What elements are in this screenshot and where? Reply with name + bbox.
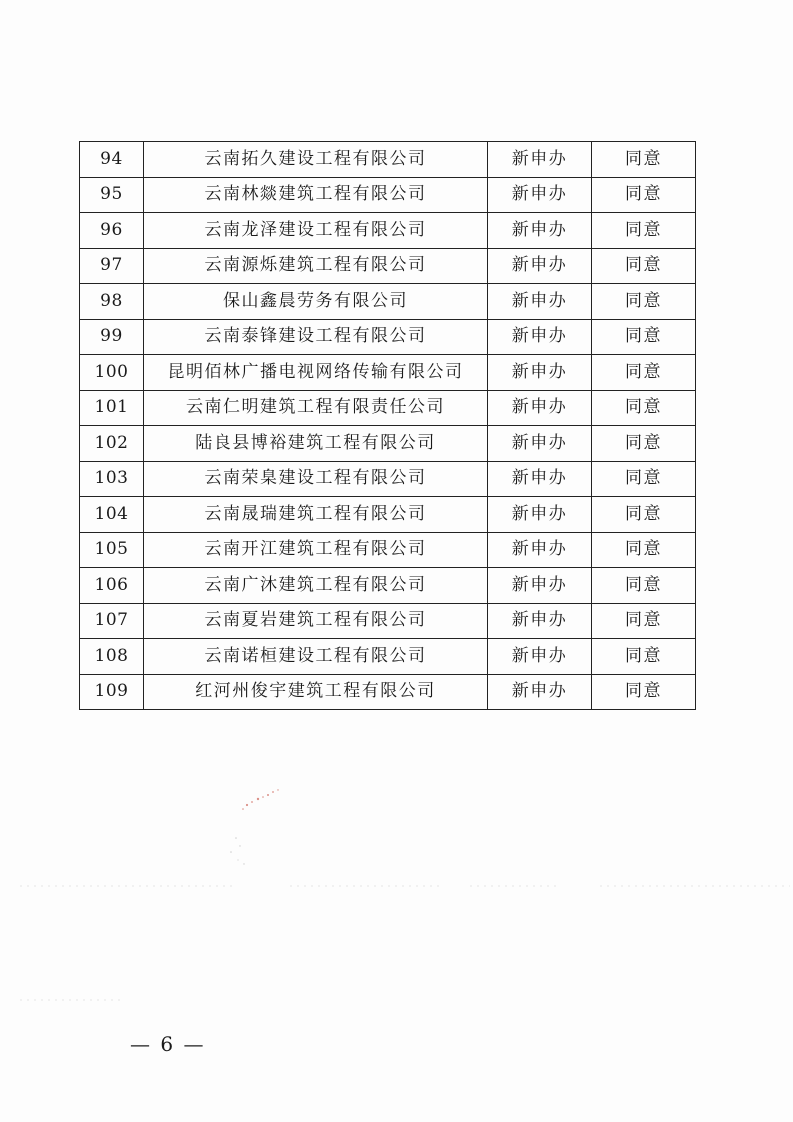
- row-number: 97: [80, 248, 144, 284]
- application-type: 新申办: [488, 461, 592, 497]
- row-number: 99: [80, 319, 144, 355]
- row-number: 94: [80, 142, 144, 178]
- application-type: 新申办: [488, 319, 592, 355]
- row-number: 106: [80, 568, 144, 604]
- company-name: 陆良县博裕建筑工程有限公司: [144, 426, 488, 462]
- company-name: 云南开江建筑工程有限公司: [144, 532, 488, 568]
- row-number: 98: [80, 284, 144, 320]
- company-name: 保山鑫晨劳务有限公司: [144, 284, 488, 320]
- row-number: 102: [80, 426, 144, 462]
- page-number: — 6 —: [130, 1032, 206, 1056]
- review-result: 同意: [592, 639, 696, 675]
- row-number: 100: [80, 355, 144, 391]
- review-result: 同意: [592, 461, 696, 497]
- row-number: 107: [80, 603, 144, 639]
- company-name: 云南仁明建筑工程有限责任公司: [144, 390, 488, 426]
- company-name: 云南荣臬建设工程有限公司: [144, 461, 488, 497]
- company-name: 云南诺桓建设工程有限公司: [144, 639, 488, 675]
- application-type: 新申办: [488, 568, 592, 604]
- company-name: 云南泰锋建设工程有限公司: [144, 319, 488, 355]
- application-type: 新申办: [488, 497, 592, 533]
- row-number: 104: [80, 497, 144, 533]
- application-type: 新申办: [488, 142, 592, 178]
- row-number: 109: [80, 674, 144, 710]
- application-type: 新申办: [488, 248, 592, 284]
- application-type: 新申办: [488, 284, 592, 320]
- company-name: 云南源烁建筑工程有限公司: [144, 248, 488, 284]
- review-result: 同意: [592, 426, 696, 462]
- row-number: 108: [80, 639, 144, 675]
- company-name: 昆明佰林广播电视网络传输有限公司: [144, 355, 488, 391]
- row-number: 95: [80, 177, 144, 213]
- review-result: 同意: [592, 142, 696, 178]
- row-number: 96: [80, 213, 144, 249]
- review-result: 同意: [592, 390, 696, 426]
- application-type: 新申办: [488, 639, 592, 675]
- review-result: 同意: [592, 568, 696, 604]
- review-result: 同意: [592, 497, 696, 533]
- company-name: 云南夏岩建筑工程有限公司: [144, 603, 488, 639]
- review-result: 同意: [592, 355, 696, 391]
- application-type: 新申办: [488, 213, 592, 249]
- review-result: 同意: [592, 177, 696, 213]
- application-type: 新申办: [488, 355, 592, 391]
- review-result: 同意: [592, 532, 696, 568]
- application-type: 新申办: [488, 426, 592, 462]
- row-number: 101: [80, 390, 144, 426]
- review-result: 同意: [592, 603, 696, 639]
- application-type: 新申办: [488, 177, 592, 213]
- row-number: 103: [80, 461, 144, 497]
- application-type: 新申办: [488, 603, 592, 639]
- review-result: 同意: [592, 213, 696, 249]
- review-result: 同意: [592, 674, 696, 710]
- company-name: 云南拓久建设工程有限公司: [144, 142, 488, 178]
- company-name: 云南林燚建筑工程有限公司: [144, 177, 488, 213]
- company-name: 云南广沐建筑工程有限公司: [144, 568, 488, 604]
- application-type: 新申办: [488, 674, 592, 710]
- application-type: 新申办: [488, 532, 592, 568]
- review-result: 同意: [592, 248, 696, 284]
- row-number: 105: [80, 532, 144, 568]
- application-type: 新申办: [488, 390, 592, 426]
- company-name: 云南龙泽建设工程有限公司: [144, 213, 488, 249]
- review-result: 同意: [592, 319, 696, 355]
- company-name: 红河州俊宇建筑工程有限公司: [144, 674, 488, 710]
- review-result: 同意: [592, 284, 696, 320]
- company-name: 云南晟瑞建筑工程有限公司: [144, 497, 488, 533]
